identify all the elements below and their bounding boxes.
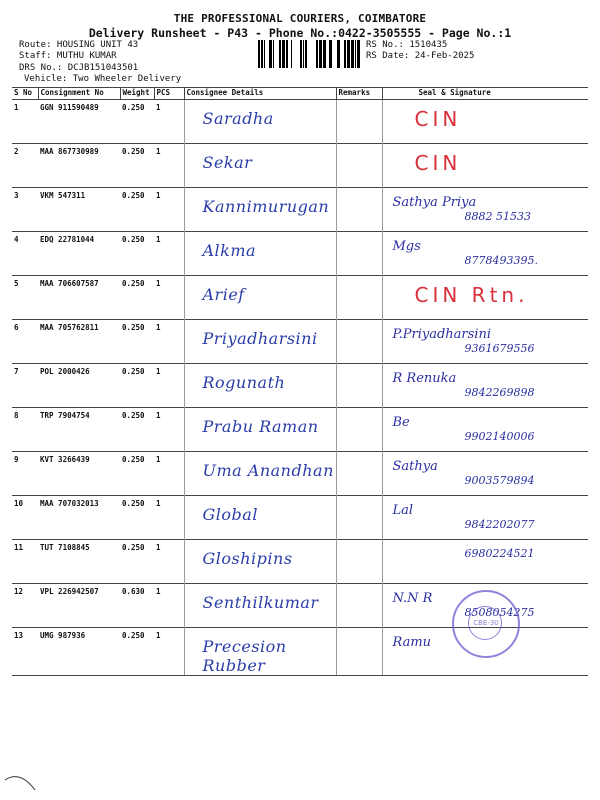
row-seal-signature bbox=[382, 364, 588, 408]
row-seal-signature bbox=[382, 320, 588, 364]
signature: N.N R bbox=[392, 591, 433, 606]
row-sno: 4 bbox=[12, 232, 38, 276]
row-consignee bbox=[184, 188, 336, 232]
row-weight: 0.250 bbox=[120, 628, 154, 676]
row-consignee bbox=[184, 276, 336, 320]
row-remarks bbox=[336, 232, 382, 276]
row-sno: 11 bbox=[12, 540, 38, 584]
runsheet-table bbox=[12, 87, 588, 676]
table-row bbox=[12, 496, 588, 540]
consignee-handwriting: Arief bbox=[202, 285, 245, 304]
route: Route: HOUSING UNIT 43 bbox=[19, 40, 139, 50]
row-consignment-no: POL 2000426 bbox=[38, 364, 120, 408]
row-pcs: 1 bbox=[154, 188, 184, 232]
row-remarks bbox=[336, 628, 382, 676]
row-sno: 5 bbox=[12, 276, 38, 320]
col-weight: Weight bbox=[120, 88, 154, 100]
signature: Lal bbox=[392, 503, 414, 518]
row-seal-signature bbox=[382, 452, 588, 496]
table-row bbox=[12, 144, 588, 188]
row-consignment-no: MAA 867730989 bbox=[38, 144, 120, 188]
row-remarks bbox=[336, 408, 382, 452]
row-weight: 0.250 bbox=[120, 540, 154, 584]
table-row bbox=[12, 100, 588, 144]
signature: R Renuka bbox=[392, 371, 457, 386]
row-consignment-no: UMG 987936 bbox=[38, 628, 120, 676]
row-sno: 3 bbox=[12, 188, 38, 232]
corner-mark bbox=[0, 760, 60, 800]
row-weight: 0.250 bbox=[120, 188, 154, 232]
row-seal-signature bbox=[382, 496, 588, 540]
row-sno: 1 bbox=[12, 100, 38, 144]
row-consignment-no: GGN 911590489 bbox=[38, 100, 120, 144]
consignee-handwriting: Sekar bbox=[202, 153, 253, 172]
table-row bbox=[12, 232, 588, 276]
row-pcs: 1 bbox=[154, 540, 184, 584]
row-weight: 0.250 bbox=[120, 452, 154, 496]
consignee-handwriting: Saradha bbox=[202, 109, 274, 128]
row-weight: 0.250 bbox=[120, 320, 154, 364]
row-sno: 10 bbox=[12, 496, 38, 540]
row-pcs: 1 bbox=[154, 320, 184, 364]
row-sno: 7 bbox=[12, 364, 38, 408]
receiver-phone: 9842202077 bbox=[464, 518, 535, 531]
signature: Ramu bbox=[392, 635, 432, 650]
company-seal-stamp bbox=[452, 590, 520, 658]
row-sno: 9 bbox=[12, 452, 38, 496]
row-remarks bbox=[336, 584, 382, 628]
col-pcs: PCS bbox=[154, 88, 184, 100]
row-weight: 0.250 bbox=[120, 232, 154, 276]
table-row bbox=[12, 408, 588, 452]
row-consignment-no: KVT 3266439 bbox=[38, 452, 120, 496]
rs-number: RS No.: 1510435 bbox=[366, 40, 448, 50]
row-consignee bbox=[184, 320, 336, 364]
stamp-text: CBE-30 bbox=[473, 619, 499, 627]
row-remarks bbox=[336, 452, 382, 496]
row-remarks bbox=[336, 320, 382, 364]
receiver-phone: 9902140006 bbox=[464, 430, 535, 443]
row-seal-signature bbox=[382, 540, 588, 584]
table-row bbox=[12, 276, 588, 320]
signature: Sathya bbox=[392, 459, 438, 474]
row-remarks bbox=[336, 188, 382, 232]
drs-number: DRS No.: DCJB151043501 bbox=[19, 63, 139, 73]
row-pcs: 1 bbox=[154, 628, 184, 676]
row-consignee bbox=[184, 496, 336, 540]
consignee-handwriting: Gloshipins bbox=[202, 549, 293, 568]
row-remarks bbox=[336, 540, 382, 584]
row-consignment-no: TUT 7108845 bbox=[38, 540, 120, 584]
row-seal-signature bbox=[382, 276, 588, 320]
consignee-handwriting: Global bbox=[202, 505, 258, 524]
row-pcs: 1 bbox=[154, 452, 184, 496]
receiver-phone: 9003579894 bbox=[464, 474, 535, 487]
signature: Mgs bbox=[392, 239, 421, 254]
row-seal-signature bbox=[382, 408, 588, 452]
row-pcs: 1 bbox=[154, 232, 184, 276]
receiver-phone: 8508054275 bbox=[464, 606, 535, 619]
col-remarks: Remarks bbox=[336, 88, 382, 100]
col-consignment: Consignment No bbox=[38, 88, 120, 100]
row-pcs: 1 bbox=[154, 276, 184, 320]
row-consignee bbox=[184, 408, 336, 452]
row-remarks bbox=[336, 276, 382, 320]
row-pcs: 1 bbox=[154, 496, 184, 540]
row-consignee bbox=[184, 584, 336, 628]
row-pcs: 1 bbox=[154, 584, 184, 628]
row-weight: 0.250 bbox=[120, 364, 154, 408]
row-weight: 0.250 bbox=[120, 144, 154, 188]
receiver-phone: 8778493395. bbox=[464, 254, 538, 267]
row-seal-signature bbox=[382, 188, 588, 232]
table-row bbox=[12, 320, 588, 364]
table-row bbox=[12, 540, 588, 584]
consignee-handwriting: Uma Anandhan bbox=[202, 461, 334, 480]
row-remarks bbox=[336, 364, 382, 408]
runsheet-title: Delivery Runsheet - P43 - Phone No.:0422-3505555 - Page No.:1 bbox=[88, 26, 512, 40]
row-weight: 0.250 bbox=[120, 496, 154, 540]
company-name: THE PROFESSIONAL COURIERS, COIMBATORE bbox=[173, 12, 427, 25]
row-sno: 8 bbox=[12, 408, 38, 452]
consignee-handwriting: Priyadharsini bbox=[202, 329, 318, 348]
row-pcs: 1 bbox=[154, 364, 184, 408]
row-seal-signature bbox=[382, 100, 588, 144]
staff: Staff: MUTHU KUMAR bbox=[19, 51, 117, 61]
row-consignment-no: MAA 707032013 bbox=[38, 496, 120, 540]
row-weight: 0.630 bbox=[120, 584, 154, 628]
consignee-handwriting: Precesion Rubber bbox=[202, 637, 287, 675]
receiver-phone: 9842269898 bbox=[464, 386, 535, 399]
consignee-handwriting: Senthilkumar bbox=[202, 593, 319, 612]
table-row bbox=[12, 364, 588, 408]
row-remarks bbox=[336, 144, 382, 188]
receiver-phone: 6980224521 bbox=[464, 547, 535, 560]
row-sno: 6 bbox=[12, 320, 38, 364]
row-weight: 0.250 bbox=[120, 276, 154, 320]
row-sno: 2 bbox=[12, 144, 38, 188]
row-remarks bbox=[336, 100, 382, 144]
signature: Sathya Priya bbox=[392, 195, 477, 210]
signature: CIN bbox=[414, 107, 462, 131]
consignee-handwriting: Rogunath bbox=[202, 373, 286, 392]
signature: P.Priyadharsini bbox=[392, 327, 491, 342]
col-sno: S No bbox=[12, 88, 38, 100]
row-pcs: 1 bbox=[154, 408, 184, 452]
row-consignee bbox=[184, 232, 336, 276]
row-consignee bbox=[184, 364, 336, 408]
consignee-handwriting: Kannimurugan bbox=[202, 197, 330, 216]
row-seal-signature bbox=[382, 144, 588, 188]
row-consignee bbox=[184, 144, 336, 188]
row-sno: 12 bbox=[12, 584, 38, 628]
rs-date: RS Date: 24-Feb-2025 bbox=[366, 51, 475, 61]
signature: CIN Rtn. bbox=[414, 283, 529, 307]
row-pcs: 1 bbox=[154, 144, 184, 188]
row-remarks bbox=[336, 496, 382, 540]
row-consignment-no: VKM 547311 bbox=[38, 188, 120, 232]
row-consignment-no: VPL 226942507 bbox=[38, 584, 120, 628]
row-consignee bbox=[184, 628, 336, 676]
row-consignment-no: MAA 705762811 bbox=[38, 320, 120, 364]
signature: Be bbox=[392, 415, 410, 430]
row-consignment-no: MAA 706607587 bbox=[38, 276, 120, 320]
row-weight: 0.250 bbox=[120, 100, 154, 144]
row-consignee bbox=[184, 100, 336, 144]
row-consignment-no: TRP 7904754 bbox=[38, 408, 120, 452]
row-sno: 13 bbox=[12, 628, 38, 676]
signature: CIN bbox=[414, 151, 462, 175]
row-consignee bbox=[184, 540, 336, 584]
receiver-phone: 8882 51533 bbox=[464, 210, 531, 223]
consignee-handwriting: Alkma bbox=[202, 241, 257, 260]
consignee-handwriting: Prabu Raman bbox=[202, 417, 319, 436]
row-pcs: 1 bbox=[154, 100, 184, 144]
table-row bbox=[12, 188, 588, 232]
col-consignee: Consignee Details bbox=[184, 88, 336, 100]
table-row bbox=[12, 452, 588, 496]
receiver-phone: 9361679556 bbox=[464, 342, 535, 355]
barcode bbox=[258, 40, 360, 68]
row-consignment-no: EDQ 22781044 bbox=[38, 232, 120, 276]
vehicle: Vehicle: Two Wheeler Delivery bbox=[24, 74, 182, 84]
col-seal: Seal & Signature bbox=[382, 88, 588, 100]
row-consignee bbox=[184, 452, 336, 496]
row-seal-signature bbox=[382, 232, 588, 276]
row-weight: 0.250 bbox=[120, 408, 154, 452]
table-header-row bbox=[12, 88, 588, 100]
